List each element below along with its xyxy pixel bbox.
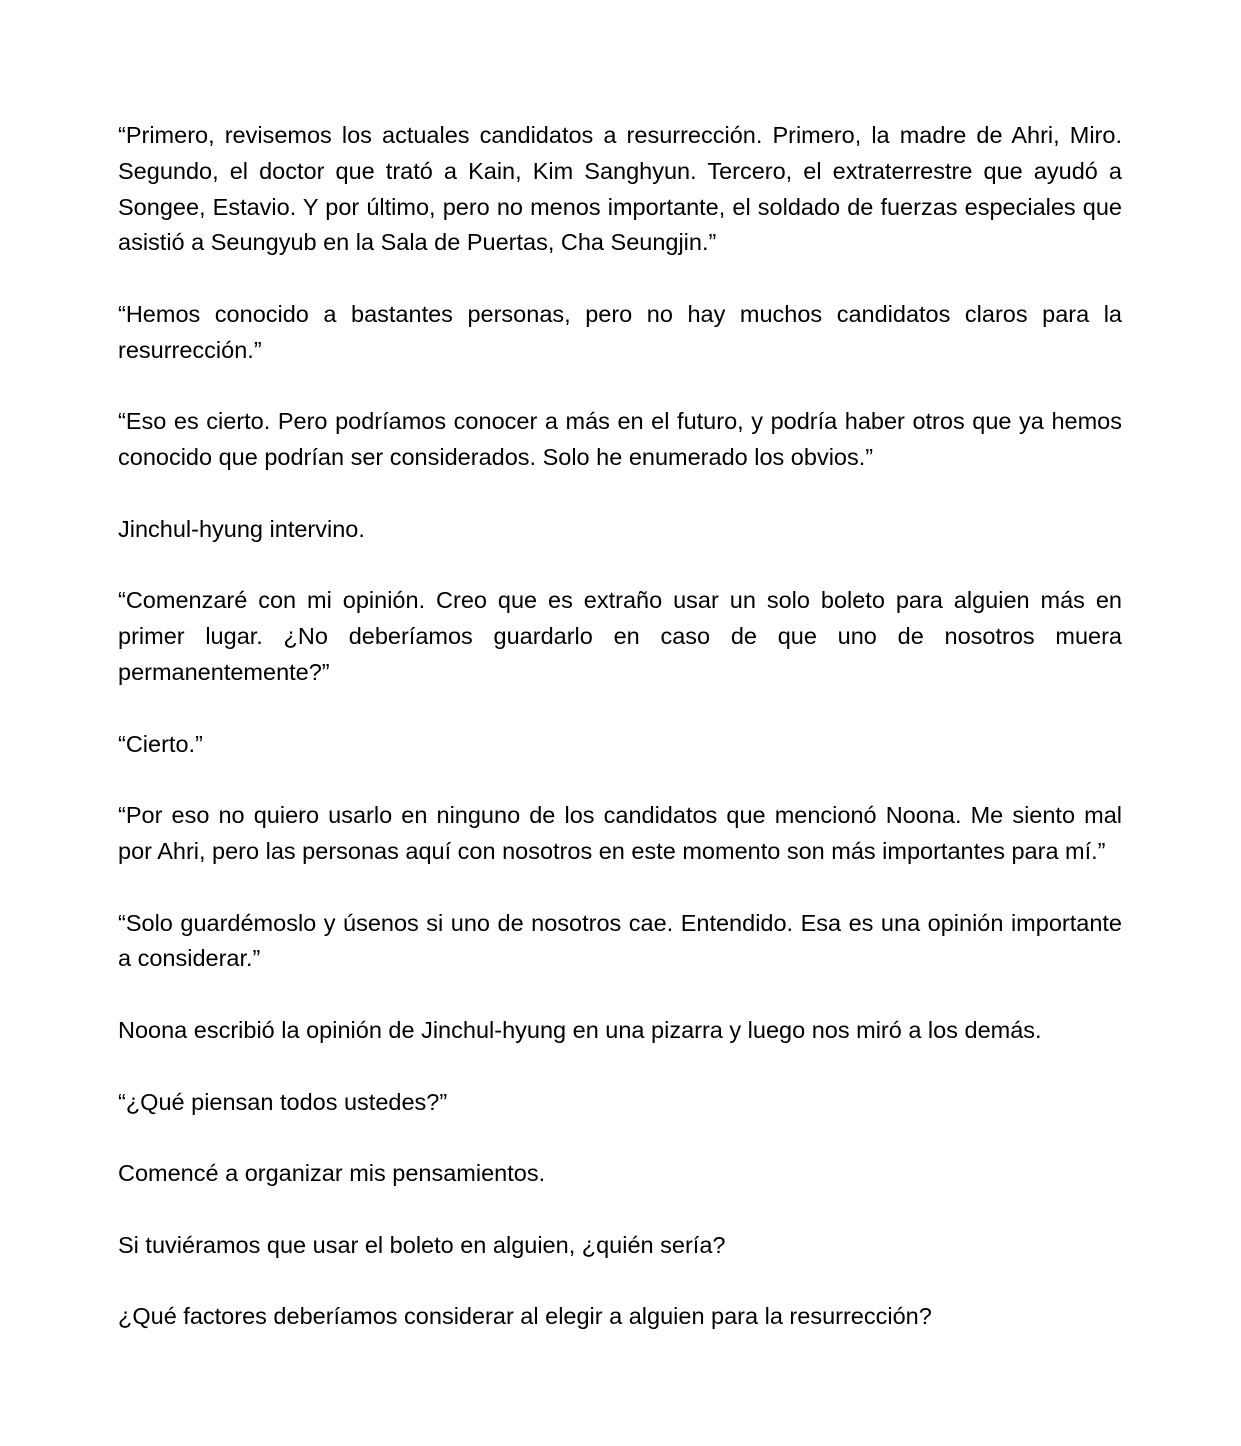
paragraph: “Solo guardémoslo y úsenos si uno de nosotros cae. Entendido. Esa es una opinión importante a considerar.”	[118, 909, 1122, 972]
paragraph: “Comenzaré con mi opinión. Creo que es extraño usar un solo boleto para alguien más en primer lugar. ¿No deberíamos guardarlo en caso de que uno de nosotros muera permanentemente?”	[118, 587, 1122, 685]
paragraph: Comencé a organizar mis pensamientos.	[118, 1160, 546, 1187]
paragraph: “Hemos conocido a bastantes personas, pero no hay muchos candidatos claros para la resurrección.”	[118, 300, 1122, 363]
paragraph: ¿Qué factores deberíamos considerar al elegir a alguien para la resurrección?	[118, 1303, 932, 1330]
document-page	[118, 118, 1122, 1335]
paragraph: Jinchul-hyung intervino.	[118, 515, 365, 542]
paragraph: Si tuviéramos que usar el boleto en alguien, ¿quién sería?	[118, 1231, 726, 1258]
paragraph: “Por eso no quiero usarlo en ninguno de los candidatos que mencionó Noona. Me siento mal por Ahri, pero las personas aquí con nosotros en este momento son más importantes para mí.”	[118, 802, 1122, 864]
paragraph: Noona escribió la opinión de Jinchul-hyung en una pizarra y luego nos miró a los demás.	[118, 1016, 1042, 1043]
paragraph: “¿Qué piensan todos ustedes?”	[118, 1088, 448, 1115]
paragraph: “Primero, revisemos los actuales candidatos a resurrección. Primero, la madre de Ahri, Miro. Segundo, el doctor que trató a Kain, Kim Sanghyun. Tercero, el extraterrestre que ayudó a Songee, Estavio. Y por último, pero no menos importante, el soldado de fuerzas especiales que asistió a Seungyub en la Sala de Puertas, Cha Seungjin.”	[118, 122, 1122, 256]
paragraph: “Cierto.”	[118, 730, 203, 757]
paragraph: “Eso es cierto. Pero podríamos conocer a más en el futuro, y podría haber otros que ya hemos conocido que podrían ser considerados. Solo he enumerado los obvios.”	[118, 408, 1122, 471]
